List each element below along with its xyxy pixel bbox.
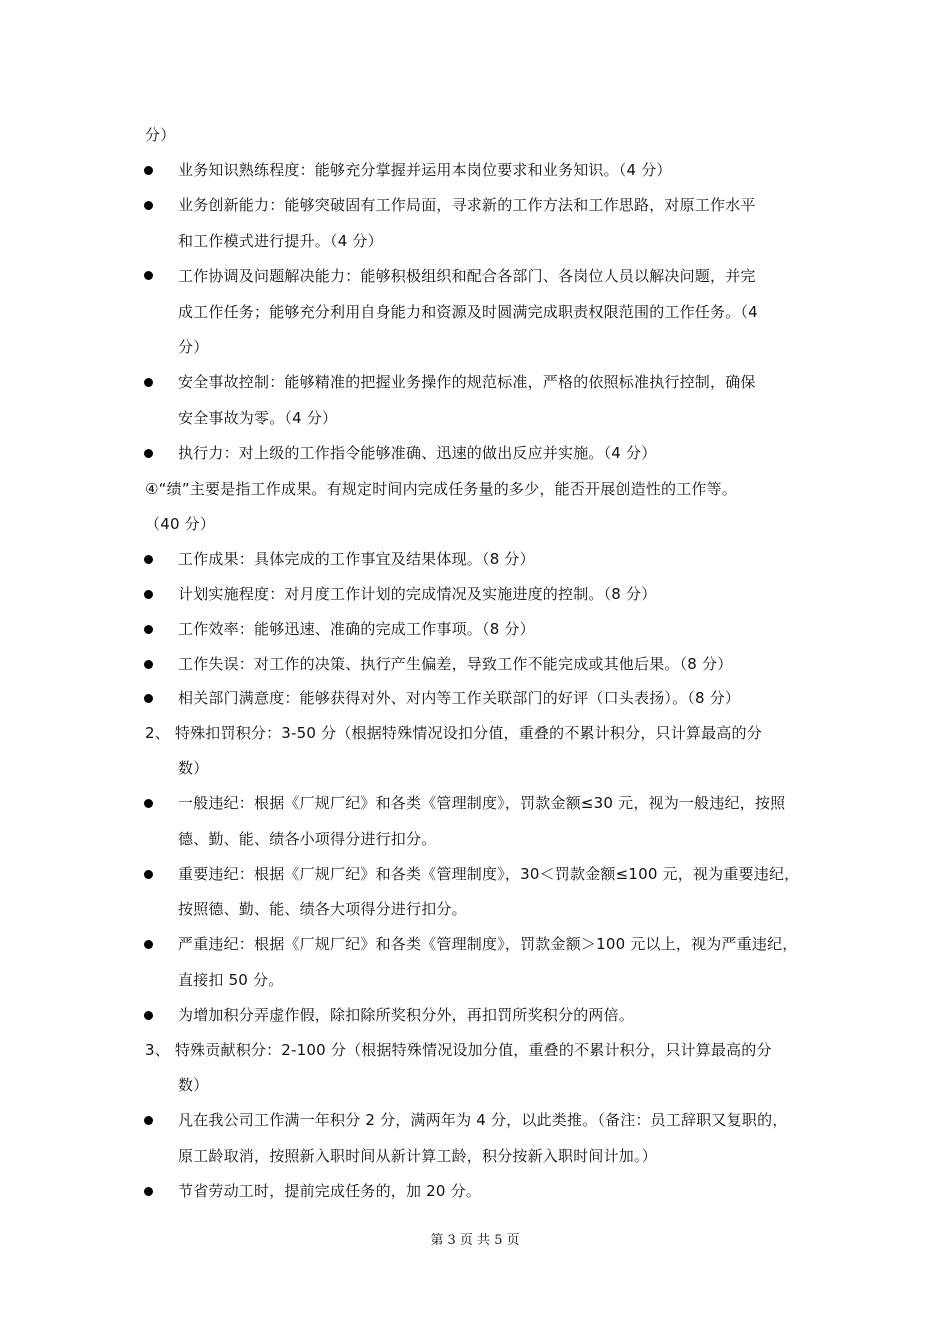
text-line: 分） bbox=[178, 338, 209, 356]
bullet-icon bbox=[144, 625, 153, 634]
bullet-icon bbox=[144, 1187, 153, 1196]
text-line: 计划实施程度：对月度工作计划的完成情况及实施进度的控制。（8 分） bbox=[178, 585, 657, 603]
bullet-icon bbox=[144, 940, 153, 949]
bullet-icon bbox=[144, 590, 153, 599]
page-footer: 第 3 页 共 5 页 bbox=[430, 1233, 520, 1248]
bullet-icon bbox=[144, 378, 153, 387]
text-line: 直接扣 50 分。 bbox=[178, 971, 284, 989]
bullet-icon bbox=[144, 1116, 153, 1125]
text-line: 重要违纪：根据《厂规厂纪》和各类《管理制度》，30＜罚款金额≤100 元，视为重要违纪， bbox=[178, 865, 800, 883]
text-line: 原工龄取消，按照新入职时间从新计算工龄，积分按新入职时间计加。） bbox=[178, 1147, 657, 1165]
text-line: 工作成果：具体完成的工作事宜及结果体现。（8 分） bbox=[178, 550, 535, 568]
text-line: 节省劳动工时，提前完成任务的，加 20 分。 bbox=[178, 1182, 482, 1200]
text-line: 数） bbox=[178, 1076, 209, 1094]
text-line: 德、勤、能、绩各小项得分进行扣分。 bbox=[178, 830, 437, 848]
text-line: 按照德、勤、能、绩各大项得分进行扣分。 bbox=[178, 900, 467, 918]
bullet-icon bbox=[144, 271, 153, 280]
bullet-icon bbox=[144, 799, 153, 808]
text-line: 和工作模式进行提升。（4 分） bbox=[178, 232, 383, 250]
text-line: 工作失误：对工作的决策、执行产生偏差，导致工作不能完成或其他后果。（8 分） bbox=[178, 655, 733, 673]
text-line: 一般违纪：根据《厂规厂纪》和各类《管理制度》，罚款金额≤30 元，视为一般违纪，按照 bbox=[178, 794, 786, 812]
text-line: 2、 特殊扣罚积分：3-50 分（根据特殊情况设扣分值，重叠的不累计积分，只计算最高的分 bbox=[145, 724, 762, 742]
bullet-icon bbox=[144, 201, 153, 210]
text-line: 工作协调及问题解决能力：能够积极组织和配合各部门、各岗位人员以解决问题，并完 bbox=[178, 267, 756, 285]
bullet-icon bbox=[144, 449, 153, 458]
bullet-icon bbox=[144, 166, 153, 175]
text-line: 工作效率：能够迅速、准确的完成工作事项。（8 分） bbox=[178, 620, 535, 638]
text-line: （40 分） bbox=[145, 515, 216, 533]
text-line: 3、 特殊贡献积分：2-100 分（根据特殊情况设加分值，重叠的不累计积分，只计算最高的分 bbox=[145, 1041, 772, 1059]
bullet-icon bbox=[144, 1011, 153, 1020]
text-line: 数） bbox=[178, 759, 209, 777]
text-line: 严重违纪：根据《厂规厂纪》和各类《管理制度》，罚款金额＞100 元以上，视为严重违纪， bbox=[178, 935, 798, 953]
text-line: 业务知识熟练程度：能够充分掌握并运用本岗位要求和业务知识。（4 分） bbox=[178, 161, 672, 179]
text-line: 成工作任务；能够充分利用自身能力和资源及时圆满完成职责权限范围的工作任务。（4 bbox=[178, 303, 758, 321]
text-line: 安全事故控制：能够精准的把握业务操作的规范标准，严格的依照标准执行控制，确保 bbox=[178, 373, 756, 391]
text-line: 执行力：对上级的工作指令能够准确、迅速的做出反应并实施。（4 分） bbox=[178, 444, 657, 462]
text-line: 安全事故为零。（4 分） bbox=[178, 409, 338, 427]
text-line: 分） bbox=[145, 126, 176, 144]
text-line: 为增加积分弄虚作假，除扣除所奖积分外，再扣罚所奖积分的两倍。 bbox=[178, 1006, 635, 1024]
text-line: 相关部门满意度：能够获得对外、对内等工作关联部门的好评（口头表扬）。（8 分） bbox=[178, 689, 741, 707]
bullet-icon bbox=[144, 555, 153, 564]
bullet-icon bbox=[144, 660, 153, 669]
bullet-icon bbox=[144, 694, 153, 703]
text-line: ④“绩”主要是指工作成果。有规定时间内完成任务量的多少，能否开展创造性的工作等。 bbox=[145, 480, 737, 498]
text-line: 业务创新能力：能够突破固有工作局面，寻求新的工作方法和工作思路，对原工作水平 bbox=[178, 196, 756, 214]
bullet-icon bbox=[144, 870, 153, 879]
text-line: 凡在我公司工作满一年积分 2 分，满两年为 4 分，以此类推。（备注：员工辞职又复职的， bbox=[178, 1111, 788, 1129]
